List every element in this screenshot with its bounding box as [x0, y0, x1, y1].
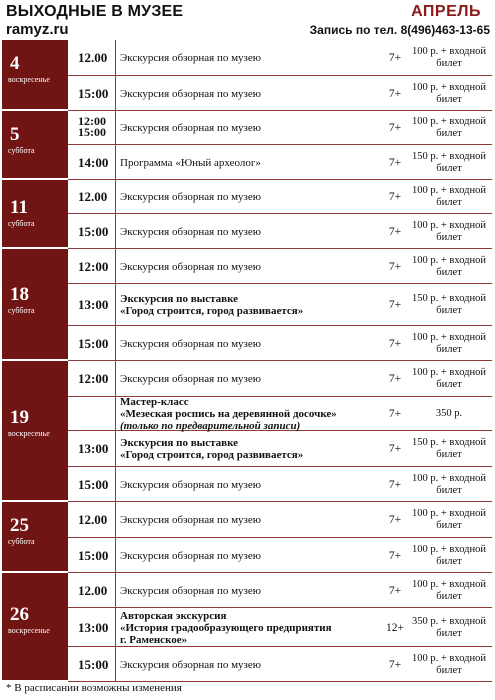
schedule-row [68, 111, 492, 145]
ticket-price: 100 р. + входной билет [411, 331, 486, 355]
event-time-second: 15:00 [78, 125, 106, 139]
day-number: 25 [10, 515, 29, 536]
ticket-price: 100 р. + входной билет [411, 46, 486, 69]
time-cell [68, 431, 116, 466]
event-title: Экскурсия обзорная по музею [120, 373, 261, 385]
ticket-price: 150 р. + входной билет [411, 150, 486, 174]
schedule-row [68, 467, 492, 502]
time-cell [68, 502, 116, 537]
event-title: Экскурсия обзорная по музею [120, 260, 261, 273]
event-time: 15:00 [78, 335, 109, 351]
event-title-line: «История градообразующего предприятия [120, 621, 332, 634]
ticket-price: 350 р. [435, 408, 463, 419]
day-block [0, 361, 495, 502]
time-cell [68, 284, 116, 325]
event-time: 12.00 [78, 582, 108, 598]
site-link[interactable]: ramyz.ru [6, 21, 69, 38]
day-number: 5 [10, 124, 20, 145]
age-rating: 7+ [388, 260, 402, 273]
event-title-line: Мастер-класс [120, 396, 189, 408]
event-time: 13:00 [78, 441, 109, 456]
day-weekday: суббота [8, 219, 35, 228]
ticket-price: 350 р. + входной билет [411, 615, 486, 639]
page-title: ВЫХОДНЫЕ В МУЗЕЕ [6, 3, 184, 20]
day-weekday: суббота [8, 537, 35, 546]
event-time: 12:00 [78, 371, 109, 386]
time-cell [68, 361, 116, 396]
day-cell [2, 502, 68, 573]
event-title: Экскурсия обзорная по музею [120, 549, 261, 562]
event-title [120, 396, 388, 432]
event-time: 15:00 [78, 476, 109, 492]
day-block [0, 180, 495, 249]
event-time: 15:00 [78, 656, 109, 672]
event-time: 14:00 [78, 154, 109, 170]
day-cell [2, 111, 68, 180]
event-time: 12.00 [78, 189, 108, 204]
schedule-row [68, 647, 492, 682]
schedule-row [68, 397, 492, 431]
day-weekday: суббота [8, 146, 35, 155]
event-title-line: «Город строится, город развивается» [120, 449, 304, 461]
ticket-price: 100 р. + входной билет [411, 219, 486, 243]
time-cell [68, 326, 116, 360]
ticket-price: 150 р. + входной билет [411, 293, 486, 316]
page-header [0, 0, 495, 40]
day-cell [2, 40, 68, 111]
schedule-row [68, 284, 492, 326]
ticket-price: 100 р. + входной билет [411, 185, 486, 208]
event-title: Экскурсия обзорная по музею [120, 191, 261, 203]
schedule-row [68, 326, 492, 361]
event-time: 15:00 [78, 85, 109, 101]
age-rating: 7+ [388, 478, 402, 491]
schedule-row [68, 573, 492, 608]
age-rating: 7+ [388, 514, 402, 526]
ticket-price: 150 р. + входной билет [411, 437, 486, 460]
ticket-price: 100 р. + входной билет [411, 578, 486, 602]
event-title: Экскурсия обзорная по музею [120, 225, 261, 238]
ticket-price: 100 р. + входной билет [411, 367, 486, 390]
day-cell [2, 573, 68, 682]
event-time: 13:00 [78, 619, 109, 635]
booking-phone: Запись по тел. 8(496)463-13-65 [309, 23, 490, 37]
schedule-row [68, 180, 492, 214]
time-cell [68, 249, 116, 283]
day-number: 11 [10, 197, 28, 218]
ticket-price: 100 р. + входной билет [411, 81, 486, 105]
event-title-line: Экскурсия по выставке [120, 437, 239, 449]
day-block [0, 573, 495, 682]
time-cell [68, 538, 116, 572]
day-number: 4 [10, 53, 20, 74]
event-title: Экскурсия обзорная по музею [120, 122, 261, 134]
age-rating: 7+ [388, 658, 402, 671]
time-cell [68, 111, 116, 144]
day-block [0, 249, 495, 361]
ticket-price: 100 р. + входной билет [411, 472, 486, 496]
day-number: 26 [10, 604, 29, 625]
age-rating: 7+ [388, 408, 402, 420]
day-block [0, 502, 495, 573]
month-label: АПРЕЛЬ [411, 3, 481, 20]
footer-note: * В расписании возможны изменения [6, 682, 182, 694]
ticket-price: 100 р. + входной билет [411, 652, 486, 676]
age-rating: 7+ [388, 156, 402, 169]
day-weekday: воскресенье [8, 429, 50, 438]
event-title: Экскурсия обзорная по музею [120, 87, 261, 100]
day-cell [2, 361, 68, 502]
age-rating: 7+ [388, 443, 402, 455]
event-title [120, 610, 388, 646]
age-rating: 7+ [388, 122, 402, 134]
event-time: 12:00 [78, 258, 109, 274]
day-number: 18 [10, 284, 29, 305]
age-rating: 7+ [388, 191, 402, 203]
day-block [0, 40, 495, 111]
schedule-row [68, 538, 492, 573]
event-title: Программа «Юный археолог» [120, 156, 261, 169]
time-cell [68, 397, 116, 430]
event-note: (только по предварительной записи) [120, 420, 301, 432]
time-cell [68, 608, 116, 646]
schedule-row [68, 502, 492, 538]
ticket-price: 100 р. + входной билет [411, 508, 486, 531]
ticket-price: 100 р. + входной билет [411, 543, 486, 567]
schedule-row [68, 76, 492, 111]
event-time: 15:00 [78, 223, 109, 239]
age-rating: 7+ [388, 373, 402, 385]
time-cell [68, 40, 116, 75]
schedule-row [68, 145, 492, 180]
time-cell [68, 180, 116, 213]
time-cell [68, 76, 116, 110]
ticket-price: 100 р. + входной билет [411, 116, 486, 139]
event-title [120, 293, 388, 317]
event-time: 12.00 [78, 50, 108, 65]
day-number: 19 [10, 407, 29, 428]
event-title: Экскурсия обзорная по музею [120, 478, 261, 491]
schedule-row [68, 214, 492, 249]
time-cell [68, 214, 116, 248]
event-time: 13:00 [78, 297, 109, 312]
day-weekday: суббота [8, 306, 35, 315]
schedule-row [68, 608, 492, 647]
day-cell [2, 249, 68, 361]
event-title [120, 437, 388, 461]
schedule-row [68, 249, 492, 284]
age-rating: 7+ [388, 337, 402, 350]
event-time: 12:00 [78, 114, 106, 128]
time-cell [68, 145, 116, 179]
age-rating: 7+ [388, 87, 402, 100]
event-title-line: Экскурсия по выставке [120, 293, 239, 305]
schedule-row [68, 361, 492, 397]
age-rating: 12+ [386, 621, 404, 634]
age-rating: 7+ [388, 584, 402, 597]
day-cell [2, 180, 68, 249]
age-rating: 7+ [388, 225, 402, 238]
event-title-line: Авторская экскурсия [120, 609, 227, 622]
day-block [0, 111, 495, 180]
event-title-line: «Город строится, город развивается» [120, 305, 304, 317]
age-rating: 7+ [388, 549, 402, 562]
age-rating: 7+ [388, 52, 402, 64]
age-rating: 7+ [388, 299, 402, 311]
event-time: 15:00 [78, 547, 109, 563]
event-title: Экскурсия обзорная по музею [120, 584, 261, 597]
event-title-line: г. Раменское» [120, 633, 188, 646]
day-weekday: воскресенье [8, 75, 50, 84]
event-time: 12.00 [78, 512, 108, 527]
event-title: Экскурсия обзорная по музею [120, 337, 261, 350]
time-cell [68, 647, 116, 681]
schedule-row [68, 431, 492, 467]
event-title: Экскурсия обзорная по музею [120, 658, 261, 671]
time-cell [68, 467, 116, 501]
event-title-line: «Мезеская роспись на деревянной досочке» [120, 408, 337, 420]
event-title: Экскурсия обзорная по музею [120, 514, 261, 526]
time-cell [68, 573, 116, 607]
event-title: Экскурсия обзорная по музею [120, 52, 261, 64]
day-weekday: воскресенье [8, 626, 50, 635]
schedule-row [68, 40, 492, 76]
ticket-price: 100 р. + входной билет [411, 254, 486, 278]
